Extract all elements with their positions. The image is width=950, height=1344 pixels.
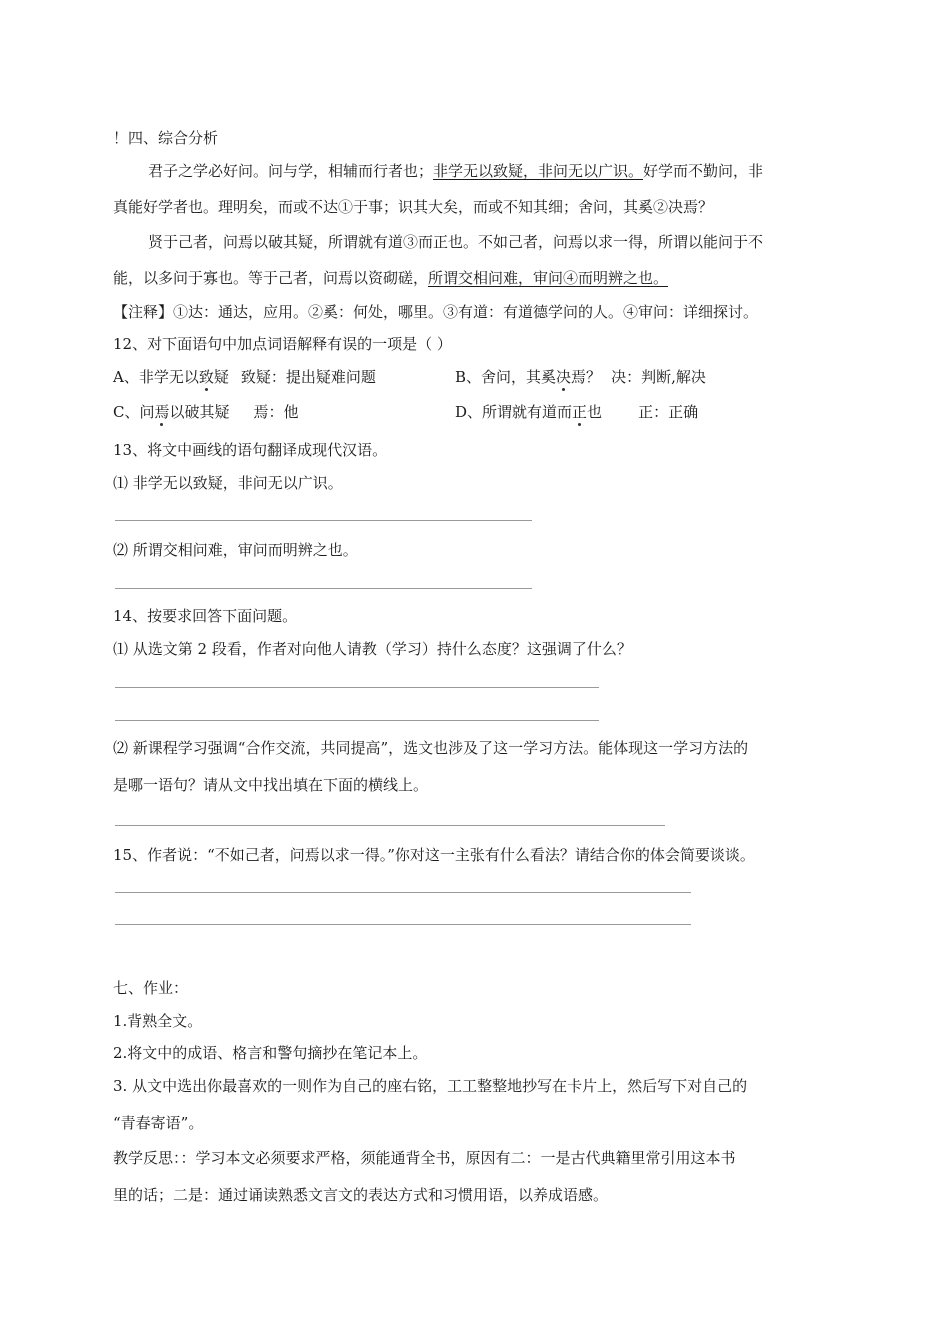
dotted-char: 焉	[154, 403, 170, 421]
q12-option-d	[455, 402, 698, 422]
option-text: D、所谓就有道而	[455, 403, 573, 421]
option-explanation: 焉：他	[253, 403, 299, 421]
passage-para2-line1: 贤于己者，问焉以破其疑，所谓就有道③而正也。不如己者，问焉以求一得，所谓以能问于不	[148, 233, 764, 251]
option-text: 焉？	[571, 368, 602, 386]
passage-text: 君子之学必好问。问与学，相辅而行者也；	[148, 162, 434, 180]
annotation-note: 【注释】①达：通达，应用。②奚：何处，哪里。③有道：有道德学问的人。④审问：详细探讨。	[113, 303, 759, 321]
section-heading: ！四、综合分析	[113, 129, 219, 147]
question-14-stem: 14、按要求回答下面问题。	[113, 607, 298, 625]
option-text: B、舍问，其奚	[455, 368, 557, 386]
underlined-sentence-2: 所谓交相问难，审问④而明辨之也。	[428, 269, 669, 287]
underlined-sentence-1: 非学无以致疑，非问无以广识。	[433, 162, 644, 180]
option-explanation: 正：正确	[638, 403, 699, 421]
reflection-line2: 里的话；二是：通过诵读熟悉文言文的表达方式和习惯用语，以养成语感。	[113, 1186, 609, 1204]
option-text: 疑	[213, 368, 229, 386]
passage-para2-line2	[113, 268, 668, 288]
answer-line[interactable]	[115, 720, 599, 721]
option-explanation: 致疑：提出疑难问题	[240, 368, 376, 386]
option-text: 以破其疑	[169, 403, 230, 421]
option-explanation: 决：判断,解决	[611, 368, 706, 386]
q13-item-1: ⑴ 非学无以致疑，非问无以广识。	[113, 474, 343, 492]
option-text: 也	[587, 403, 603, 421]
answer-line[interactable]	[115, 588, 532, 589]
question-15-stem: 15、作者说：“不如己者，问焉以求一得。”你对这一主张有什么看法？请结合你的体会简要谈谈。	[113, 846, 755, 864]
homework-item-3-line1: 3. 从文中选出你最喜欢的一则作为自己的座右铭，工工整整地抄写在卡片上，然后写下对自己的	[113, 1077, 748, 1095]
dotted-char: 正	[572, 403, 588, 421]
passage-para1-line1	[148, 161, 763, 181]
q12-option-b	[455, 367, 706, 387]
question-13-stem: 13、将文中画线的语句翻译成现代汉语。	[113, 441, 388, 459]
q14-item-2-line1: ⑵ 新课程学习强调“合作交流，共同提高”，选文也涉及了这一学习方法。能体现这一学习方法的	[113, 739, 749, 757]
q14-item-1: ⑴ 从选文第 2 段看，作者对向他人请教（学习）持什么态度？这强调了什么？	[113, 640, 632, 658]
question-12-stem: 12、对下面语句中加点词语解释有误的一项是（ ）	[113, 335, 452, 353]
passage-text: 能，以多问于寡也。等于己者，问焉以资砌磋，	[113, 269, 429, 287]
homework-item-1: 1.背熟全文。	[113, 1012, 203, 1030]
q12-option-a	[113, 367, 376, 387]
option-text: A、非学无以	[113, 368, 199, 386]
q14-item-2-line2: 是哪一语句？请从文中找出填在下面的横线上。	[113, 776, 429, 794]
dotted-char: 致	[198, 368, 214, 386]
answer-line[interactable]	[115, 924, 691, 925]
q12-option-c	[113, 402, 299, 422]
reflection-line1: 教学反思：：学习本文必须要求严格，须能通背全书，原因有二：一是古代典籍里常引用这本书	[113, 1149, 736, 1167]
passage-para1-line2: 真能好学者也。理明矣，而或不达①于事；识其大矣，而或不知其细；舍问，其奚②决焉？	[113, 198, 714, 216]
q13-item-2: ⑵ 所谓交相问难，审问而明辨之也。	[113, 541, 358, 559]
answer-line[interactable]	[115, 825, 665, 826]
option-text: C、问	[113, 403, 155, 421]
homework-item-2: 2.将文中的成语、格言和警句摘抄在笔记本上。	[113, 1044, 428, 1062]
passage-text: 好学而不勤问，非	[643, 162, 764, 180]
homework-item-3-line2: “青春寄语”。	[113, 1114, 204, 1132]
answer-line[interactable]	[115, 687, 599, 688]
answer-line[interactable]	[115, 520, 532, 521]
homework-heading: 七、作业：	[113, 979, 189, 997]
dotted-char: 决	[556, 368, 572, 386]
answer-line[interactable]	[115, 892, 691, 893]
